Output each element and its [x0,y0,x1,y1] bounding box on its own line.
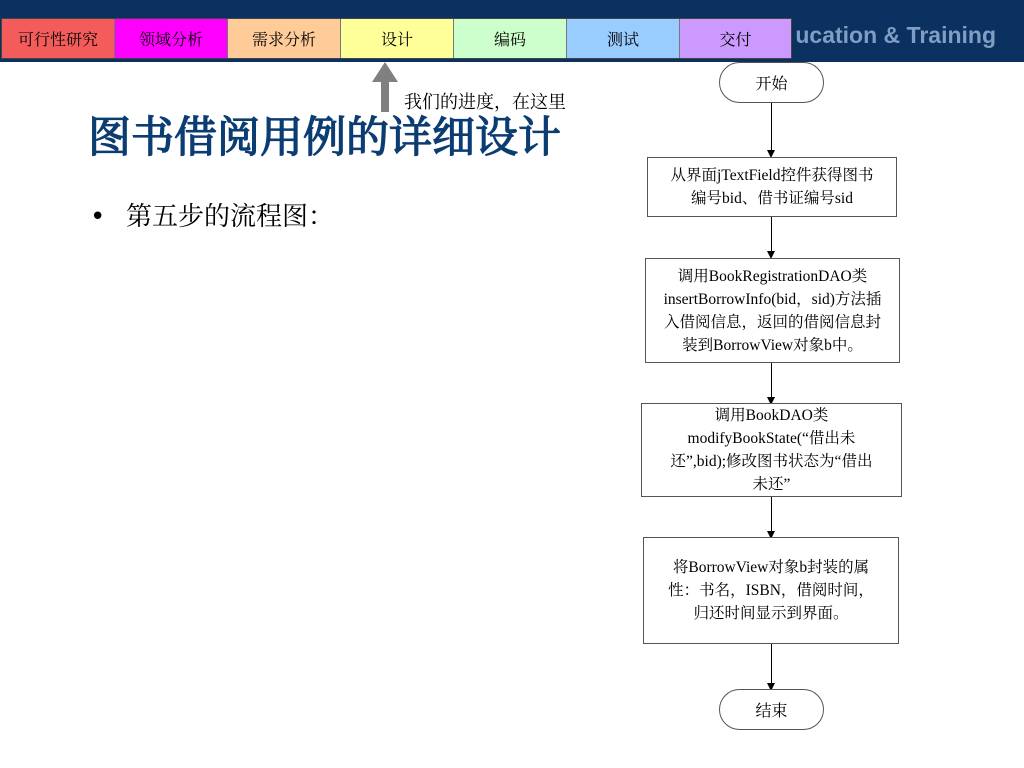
phase-label: 可行性研究 [17,30,98,49]
flow-step-1-line-2: 编号bid、借书证编号sid [691,190,853,207]
phase-nav [1,18,792,59]
bullet-item [90,196,334,233]
flow-end [719,689,824,730]
flow-step-2-line-1: 调用BookRegistrationDAO类 [677,267,868,285]
phase-requirements[interactable] [228,19,341,58]
flow-step-4-line-2: 性：书名，ISBN，借阅时间， [668,582,874,599]
phase-testing[interactable] [567,19,680,58]
bullet-text: 第五步的流程图： [126,202,335,232]
phase-coding[interactable] [454,19,567,58]
flow-step-1-line-1: 从界面jTextField控件获得图书 [670,167,874,184]
bullet-marker: • [90,202,106,232]
flow-step-4 [643,537,899,644]
flow-end-label: 结束 [755,703,788,720]
phase-label: 设计 [380,30,413,49]
phase-label: 需求分析 [251,30,316,49]
flow-step-4-line-1: 将BorrowView对象b封装的属 [672,559,870,576]
flow-step-3-line-3: 还”,bid);修改图书状态为“借出 [670,453,873,470]
phase-label: 领域分析 [138,30,203,49]
arrowhead-icon [767,251,775,259]
flow-step-3 [641,403,902,497]
phase-label: 交付 [719,30,752,49]
flow-connector [771,217,772,254]
phase-domain-analysis[interactable] [115,19,228,58]
page-title: 图书借阅用例的详细设计 [88,113,561,163]
flow-step-2-line-4: 装到BorrowView对象b中。 [682,336,863,354]
phase-label: 编码 [493,30,526,49]
phase-design[interactable] [341,19,454,58]
flow-step-2-line-3: 入借阅信息，返回的借阅信息封 [663,313,881,331]
flow-connector [771,644,772,686]
flow-connector [771,103,772,153]
flow-connector [771,497,772,534]
arrowhead-icon [767,531,775,539]
phase-label: 测试 [606,30,639,49]
flow-start-label: 开始 [755,76,788,93]
flow-step-3-line-2: modifyBookState(“借出未 [687,430,856,447]
flow-connector [771,363,772,400]
flow-step-1 [647,157,897,217]
progress-note: 我们的进度，在这里 [404,92,566,113]
arrowhead-icon [767,397,775,405]
arrowhead-icon [767,150,775,158]
flow-step-2 [645,258,900,363]
flow-step-2-line-2: insertBorrowInfo(bid，sid)方法插 [663,290,882,308]
brand-text: ucation & Training [795,22,996,48]
phase-delivery[interactable] [680,19,791,58]
phase-feasibility[interactable] [2,19,115,58]
flow-start [719,62,824,103]
flow-step-3-line-4: 未还” [752,476,791,493]
flow-step-3-line-1: 调用BookDAO类 [714,407,829,424]
arrowhead-icon [767,683,775,691]
flow-step-4-line-3: 归还时间显示到界面。 [693,605,849,622]
